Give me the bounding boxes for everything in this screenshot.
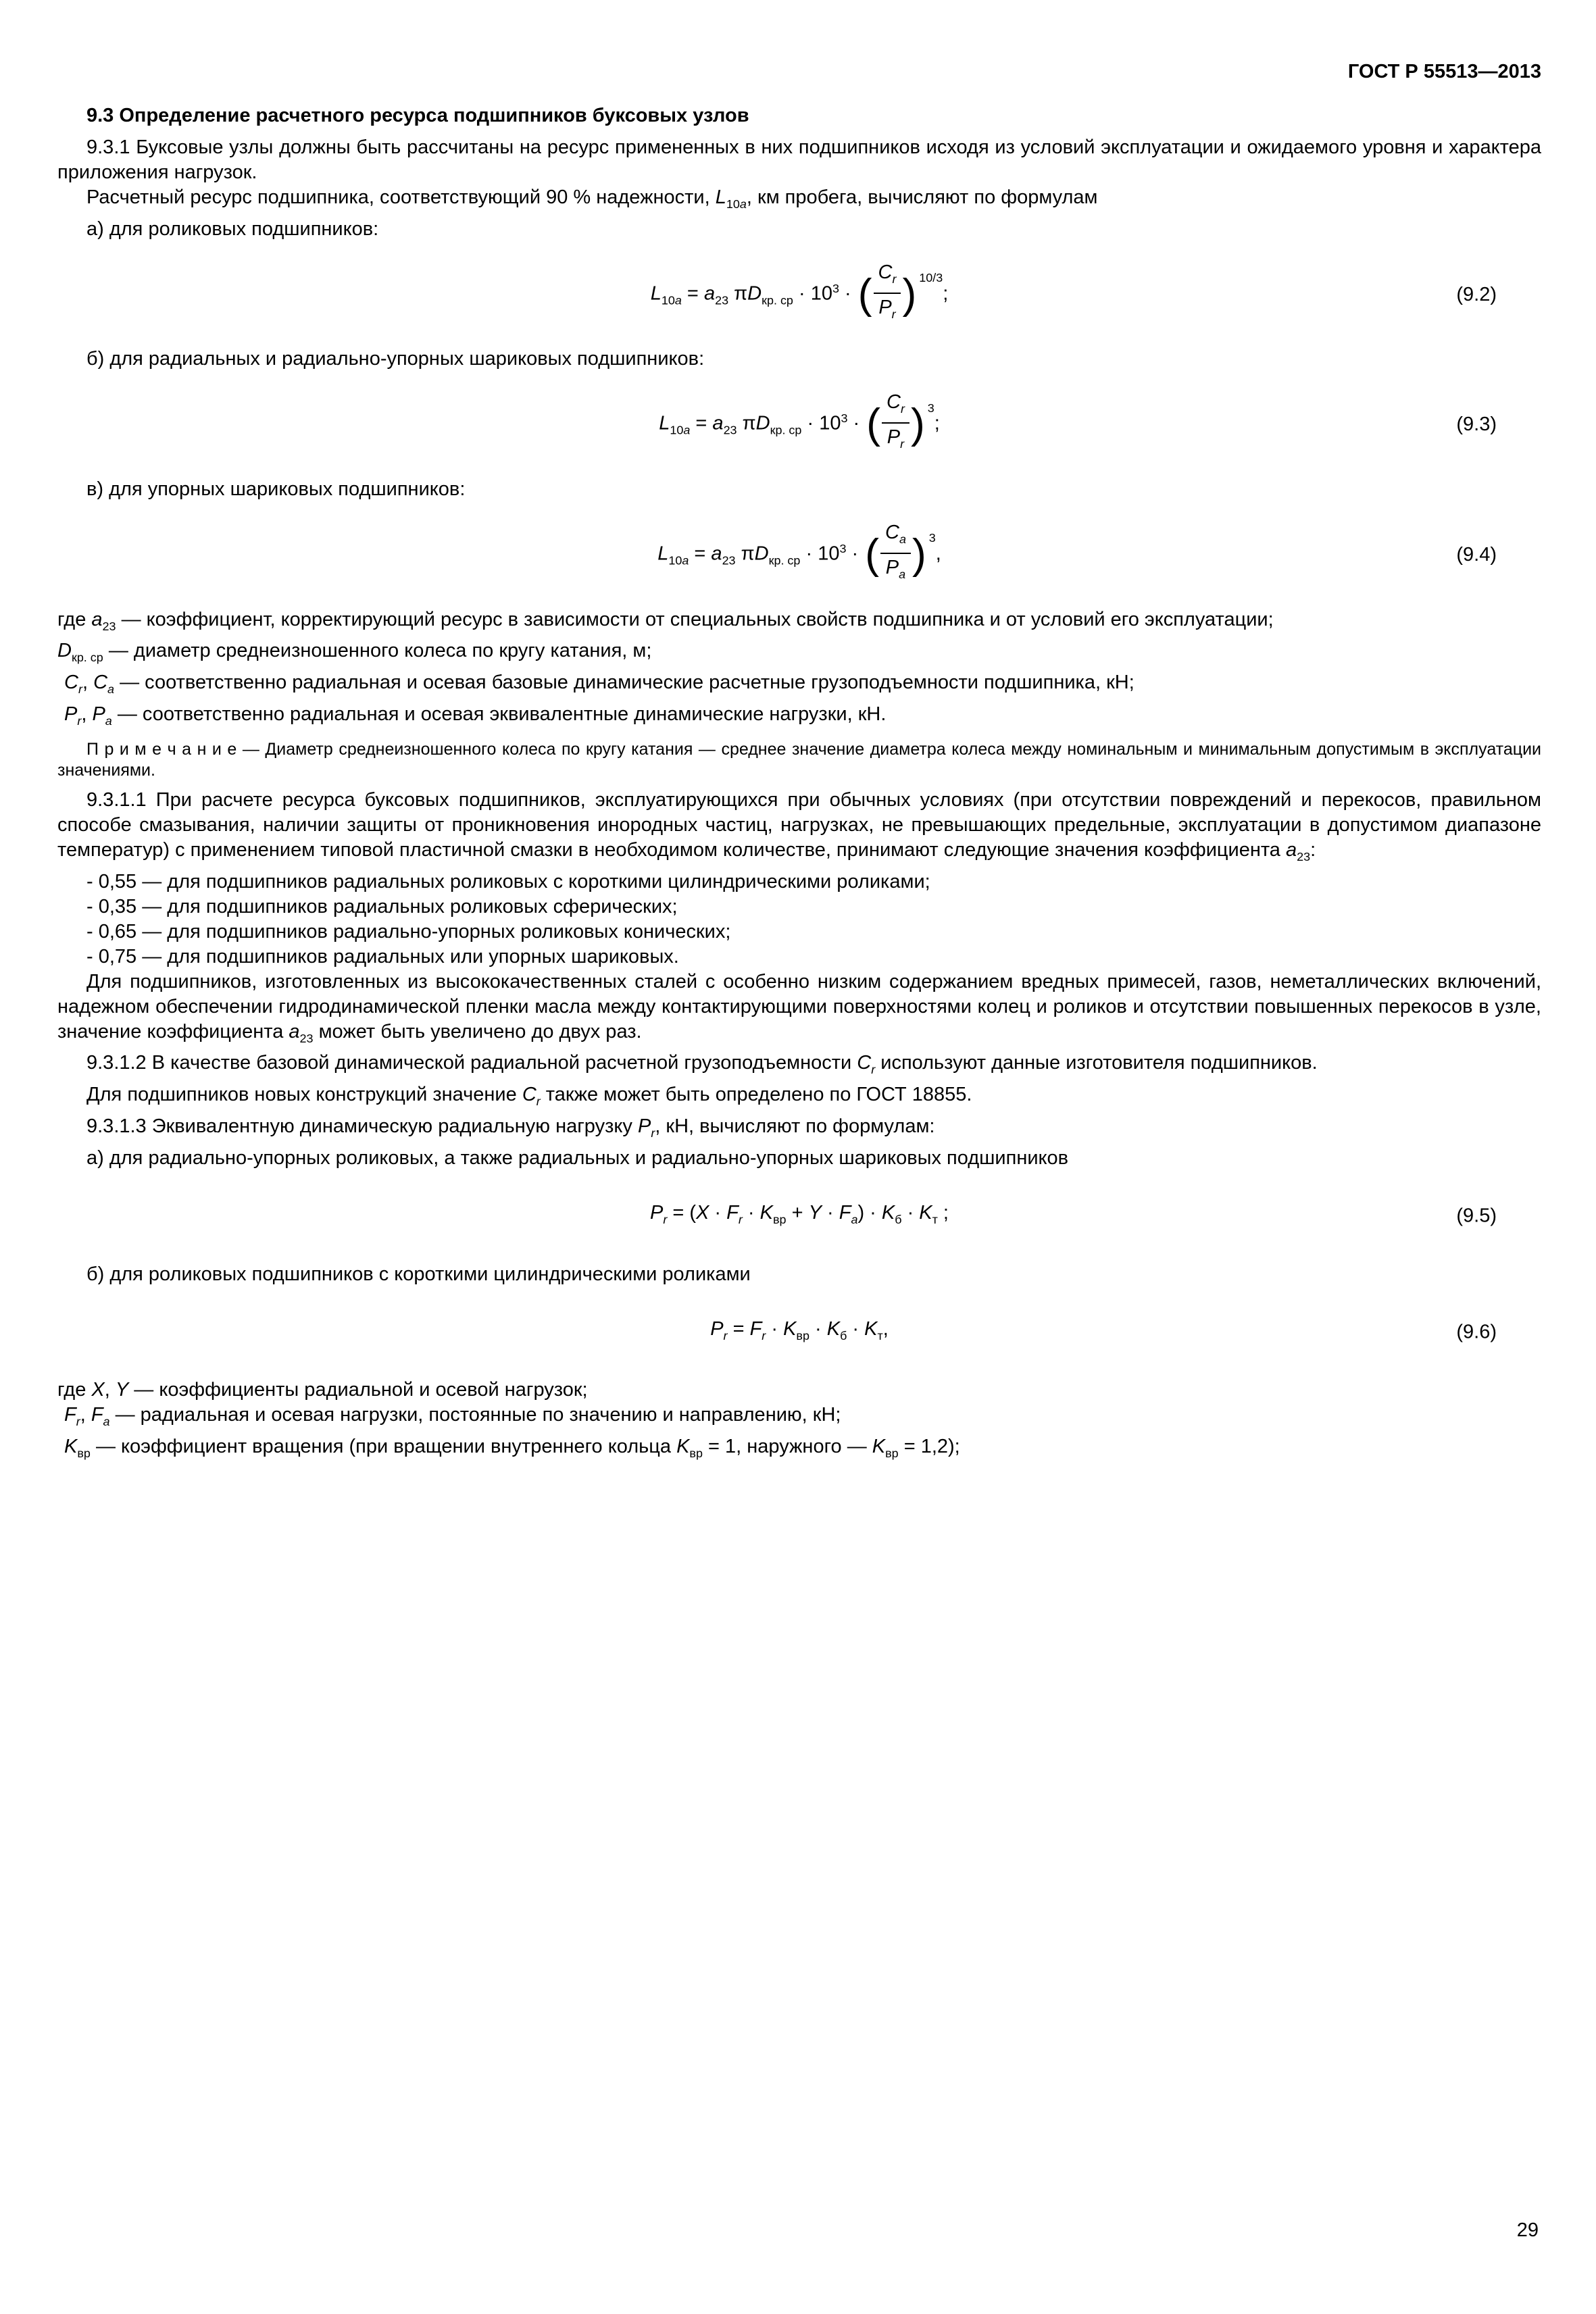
math-operator: = <box>681 282 704 305</box>
math-var: C <box>522 1084 537 1106</box>
math-var: P <box>710 1317 724 1340</box>
text-run: — коэффициент вращения (при вращении внутреннего кольца <box>90 1436 677 1458</box>
equation-number: (9.5) <box>1456 1205 1497 1227</box>
math-var: C <box>885 521 899 543</box>
math-operator: · <box>766 1317 784 1340</box>
math-punctuation: ; <box>943 282 949 305</box>
math-exponent: 3 <box>839 541 847 555</box>
math-sub: a <box>103 1415 110 1429</box>
math-symbol: π <box>735 543 755 565</box>
math-var: K <box>64 1436 78 1458</box>
fraction <box>874 261 901 326</box>
formula-9-6 <box>57 1317 1541 1349</box>
equation-9-3 <box>659 392 940 457</box>
math-exponent: 3 <box>928 531 936 545</box>
math-sub-var: a <box>683 423 691 437</box>
list-item-a1: а) для роликовых подшипников: <box>86 218 379 240</box>
math-exponent: 3 <box>841 411 848 426</box>
math-var: C <box>857 1052 872 1074</box>
definition-p <box>64 702 1541 734</box>
math-var: X <box>696 1201 709 1224</box>
math-operator: · <box>847 412 866 434</box>
fraction-denominator <box>882 424 909 455</box>
math-sub-num: 10 <box>668 553 682 568</box>
math-operator: · <box>847 1317 865 1340</box>
math-var: D <box>57 640 72 662</box>
math-sub: 23 <box>1297 849 1311 863</box>
text-run: , <box>80 1404 91 1426</box>
math-punctuation: , <box>935 543 941 565</box>
equation-number: (9.2) <box>1456 283 1497 305</box>
equation-9-6 <box>710 1317 889 1349</box>
close-paren: ) <box>910 401 925 448</box>
math-var: a <box>1286 838 1297 861</box>
math-operator: · <box>839 282 857 305</box>
math-sub: r <box>891 307 896 321</box>
page-content <box>57 59 1541 1466</box>
math-symbol: π <box>737 412 756 434</box>
paragraph-new-designs <box>57 1082 1541 1114</box>
math-sub: кр. ср <box>768 553 801 568</box>
math-var: D <box>754 543 769 565</box>
open-paren: ( <box>865 530 879 578</box>
math-sub-num: 10 <box>670 423 684 437</box>
text-run: , <box>82 672 94 694</box>
math-sub: a <box>899 567 906 581</box>
text-run: 9.3.1.3 Эквивалентную динамическую радиальную нагрузку <box>86 1115 638 1137</box>
math-sub: a <box>851 1212 858 1226</box>
math-sub: 23 <box>299 1031 314 1045</box>
math-sub <box>726 197 747 211</box>
math-var: L <box>659 412 670 434</box>
formula-9-4 <box>57 522 1541 587</box>
math-sub: 23 <box>723 423 737 437</box>
math-sub: б <box>895 1212 902 1226</box>
coeff-item-075: - 0,75 — для подшипников радиальных или упорных шариковых. <box>86 945 679 967</box>
math-sub: r <box>663 1212 668 1226</box>
text-run: Для подшипников новых конструкций значение <box>86 1084 522 1106</box>
math-sub: a <box>899 532 906 546</box>
math-exponent: 10/3 <box>919 271 943 285</box>
document-header <box>57 59 1541 84</box>
math-operator: · <box>901 1201 920 1224</box>
math-var: a <box>711 543 722 565</box>
math-punctuation: ; <box>934 412 940 434</box>
math-operator: · <box>709 1201 727 1224</box>
coeff-item-065: - 0,65 — для подшипников радиально-упорных роликовых конических; <box>86 920 731 942</box>
text-run: , <box>104 1379 116 1401</box>
math-var: K <box>919 1201 932 1224</box>
list-item-v1: в) для упорных шариковых подшипников: <box>86 478 466 500</box>
fraction-denominator <box>881 554 910 586</box>
math-punctuation: ; <box>937 1201 949 1224</box>
text-run: — диаметр среднеизношенного колеса по кругу катания, м; <box>103 640 652 662</box>
text-run: — коэффициенты радиальной и осевой нагрузок; <box>128 1379 588 1401</box>
math-sub: б <box>840 1328 847 1342</box>
math-var: a <box>712 412 724 434</box>
math-var: K <box>759 1201 773 1224</box>
math-sub-var: a <box>739 197 747 211</box>
definition-xy <box>57 1378 1541 1403</box>
math-operator: = <box>727 1317 750 1340</box>
coeff-item-035: - 0,35 — для подшипников радиальных роликовых сферических; <box>86 895 678 917</box>
math-var: L <box>650 282 662 305</box>
close-paren: ) <box>912 530 926 578</box>
math-sub <box>670 424 690 437</box>
text-run: где <box>57 608 92 630</box>
math-operator: + <box>786 1201 809 1224</box>
note <box>57 739 1541 781</box>
math-operator: · 10 <box>800 543 840 565</box>
definition-f <box>64 1403 1541 1434</box>
math-operator: · 10 <box>801 412 841 434</box>
math-operator: = ( <box>667 1201 697 1224</box>
math-var: K <box>783 1317 797 1340</box>
math-var: D <box>747 282 762 305</box>
math-var: K <box>676 1436 690 1458</box>
paragraph-9-3-1-2 <box>57 1051 1541 1082</box>
math-sub-num: 10 <box>661 293 675 307</box>
list-item-b2: б) для роликовых подшипников с короткими цилиндрическими роликами <box>86 1263 751 1285</box>
math-sub: r <box>892 272 897 286</box>
math-sub: вр <box>885 1446 899 1460</box>
text-run: также может быть определено по ГОСТ 18855. <box>540 1084 972 1106</box>
math-var: a <box>91 608 103 630</box>
math-sub: кр. ср <box>71 651 103 665</box>
math-var: Y <box>808 1201 822 1224</box>
math-sub <box>668 553 689 567</box>
paragraph-rated-resource <box>57 185 1541 217</box>
math-operator: = <box>689 543 712 565</box>
math-var: P <box>64 703 78 725</box>
math-sub: 23 <box>715 293 729 307</box>
open-paren: ( <box>857 270 872 318</box>
math-sub: вр <box>689 1446 703 1460</box>
equation-number: (9.3) <box>1456 413 1497 436</box>
text-run: может быть увеличено до двух раз. <box>313 1020 642 1042</box>
fraction <box>880 521 911 586</box>
math-sub-var: a <box>682 553 689 568</box>
fraction-numerator <box>882 391 909 424</box>
math-var: a <box>703 282 716 305</box>
math-sub: r <box>536 1094 541 1108</box>
text-run: где <box>57 1379 92 1401</box>
math-exponent: 3 <box>832 281 839 295</box>
math-var: K <box>872 1436 886 1458</box>
definition-a23 <box>57 607 1541 639</box>
math-sub-num: 10 <box>726 197 740 211</box>
math-var: P <box>92 703 105 725</box>
math-operator: · <box>742 1201 760 1224</box>
math-operator: ) · <box>857 1201 882 1224</box>
text-run: , <box>81 703 93 725</box>
math-var: F <box>839 1201 851 1224</box>
math-var: K <box>881 1201 895 1224</box>
definition-kvr <box>64 1434 1541 1466</box>
fraction-denominator <box>874 294 900 326</box>
math-punctuation: , <box>882 1317 889 1340</box>
math-var: D <box>755 412 770 434</box>
math-sub: a <box>105 713 112 728</box>
text-run: — радиальная и осевая нагрузки, постоянные по значению и направлению, кН; <box>109 1404 841 1426</box>
equation-number: (9.4) <box>1456 543 1497 565</box>
text-run: 9.3.1.1 При расчете ресурса буксовых подшипников, эксплуатирующихся при обычных условиях (при отсутствии повреждений и перекосов, правильном способе смазывания, наличии защиты от проникновения инородных частиц, нагрузках, не превышающих предельные, эксплуатации в допустимом диапазоне температур) с применением типовой пластичной смазки в необходимом количестве, принимают следующие значения коэффициента <box>57 788 1541 861</box>
paragraph-9-3-1-3 <box>57 1114 1541 1146</box>
math-sub: 23 <box>722 553 736 568</box>
definition-d-wheel <box>57 638 1541 670</box>
math-sub: r <box>76 1415 80 1429</box>
math-var: Y <box>115 1379 129 1401</box>
math-operator: · <box>809 1317 827 1340</box>
math-sub: т <box>877 1328 883 1342</box>
math-var: P <box>887 426 901 449</box>
formula-9-3 <box>57 392 1541 457</box>
math-var: C <box>93 672 108 694</box>
equation-9-5 <box>650 1201 949 1232</box>
math-var: C <box>878 261 893 283</box>
text-run: : <box>1310 838 1316 861</box>
paragraph-steel <box>57 970 1541 1051</box>
math-sub: r <box>723 1328 728 1342</box>
math-sub: r <box>871 1063 876 1077</box>
math-var: F <box>749 1317 762 1340</box>
math-var: F <box>91 1404 103 1426</box>
paragraph-9-3-1: 9.3.1 Буксовые узлы должны быть рассчитаны на ресурс примененных в них подшипников исходя из условий эксплуатации и ожидаемого уровня и характера приложения нагрузок. <box>57 136 1541 183</box>
math-var: P <box>649 1201 664 1224</box>
list-item-a2: а) для радиально-упорных роликовых, а также радиальных и радиально-упорных шариковых подшипников <box>86 1147 1069 1169</box>
math-var: F <box>726 1201 739 1224</box>
math-sub: r <box>78 682 82 696</box>
math-operator: = <box>690 412 713 434</box>
math-sub: вр <box>772 1212 787 1226</box>
note-label: П р и м е ч а н и е — <box>86 739 266 759</box>
math-var: K <box>864 1317 878 1340</box>
text-run: , кН, вычисляют по формулам: <box>655 1115 935 1137</box>
math-var: K <box>826 1317 841 1340</box>
math-var: L <box>657 543 669 565</box>
math-var: C <box>64 672 78 694</box>
text-run: , км пробега, вычисляют по формулам <box>746 186 1098 208</box>
math-var: P <box>637 1115 651 1137</box>
math-sub: r <box>762 1328 766 1342</box>
math-sub: вр <box>77 1446 91 1460</box>
math-sub: a <box>107 682 115 696</box>
text-run: — соответственно радиальная и осевая эквивалентные динамические нагрузки, кН. <box>111 703 887 725</box>
math-var: X <box>91 1379 105 1401</box>
text-run: = 1, наружного — <box>702 1436 872 1458</box>
math-var: a <box>289 1020 300 1042</box>
fraction-numerator <box>874 261 901 294</box>
open-paren: ( <box>866 401 880 448</box>
document-code: ГОСТ Р 55513—2013 <box>1347 61 1541 82</box>
math-sub: кр. ср <box>770 423 802 437</box>
equation-9-2 <box>651 262 949 327</box>
paragraph-9-3-1-1 <box>57 788 1541 870</box>
math-sub: r <box>77 713 82 728</box>
definition-c <box>64 670 1541 702</box>
math-sub-var: a <box>674 293 682 307</box>
math-operator: · <box>821 1201 839 1224</box>
section-heading: 9.3 Определение расчетного ресурса подшипников буксовых узлов <box>86 105 749 126</box>
formula-9-2 <box>57 262 1541 327</box>
math-sub: r <box>651 1126 655 1140</box>
note-text: Диаметр среднеизношенного колеса по кругу катания — среднее значение диаметра колеса между номинальным и минимальным допустимым в эксплуатации значениями. <box>57 739 1541 780</box>
text-run: используют данные изготовителя подшипников. <box>875 1052 1318 1074</box>
fraction-numerator <box>880 521 911 554</box>
math-exponent: 3 <box>927 401 934 415</box>
text-run: — коэффициент, корректирующий ресурс в зависимости от специальных свойств подшипника и от условий его эксплуатации; <box>116 608 1274 630</box>
equation-number: (9.6) <box>1456 1321 1497 1343</box>
math-sub: r <box>900 436 905 451</box>
math-var: C <box>887 391 901 413</box>
math-var: F <box>64 1404 76 1426</box>
math-sub: кр. ср <box>762 293 793 307</box>
math-operator: · <box>846 543 864 565</box>
math-sub: 23 <box>102 619 116 633</box>
math-sub: т <box>932 1212 938 1226</box>
formula-9-5 <box>57 1201 1541 1232</box>
equation-9-4 <box>657 522 941 587</box>
math-sub <box>662 293 682 307</box>
math-operator: · 10 <box>793 282 832 305</box>
math-sub: r <box>900 402 905 416</box>
close-paren: ) <box>902 270 917 318</box>
text-run: Расчетный ресурс подшипника, соответствующий 90 % надежности, <box>86 186 716 208</box>
math-var: L <box>715 186 726 208</box>
text-run: Для подшипников, изготовленных из высококачественных сталей с особенно низким содержанием вредных примесей, газов, неметаллических включений, надежном обеспечении гидродинамической пленки масла между контактирующими поверхностями колец и роликов и отсутствии повышенных перекосов в узле, значение коэффициента <box>57 970 1541 1042</box>
page-number: 29 <box>1516 2219 1539 2241</box>
math-sub: r <box>738 1212 743 1226</box>
list-item-b1: б) для радиальных и радиально-упорных шариковых подшипников: <box>86 348 705 370</box>
coeff-item-055: - 0,55 — для подшипников радиальных роликовых с короткими цилиндрическими роликами; <box>86 870 930 892</box>
text-run: = 1,2); <box>898 1436 960 1458</box>
math-var: P <box>885 556 899 578</box>
math-symbol: π <box>728 282 748 305</box>
text-run: 9.3.1.2 В качестве базовой динамической радиальной расчетной грузоподъемности <box>86 1052 857 1074</box>
fraction <box>882 391 909 455</box>
math-var: P <box>878 296 892 318</box>
math-sub: вр <box>796 1328 809 1342</box>
text-run: — соответственно радиальная и осевая базовые динамические расчетные грузоподъемности подшипника, кН; <box>114 672 1134 694</box>
